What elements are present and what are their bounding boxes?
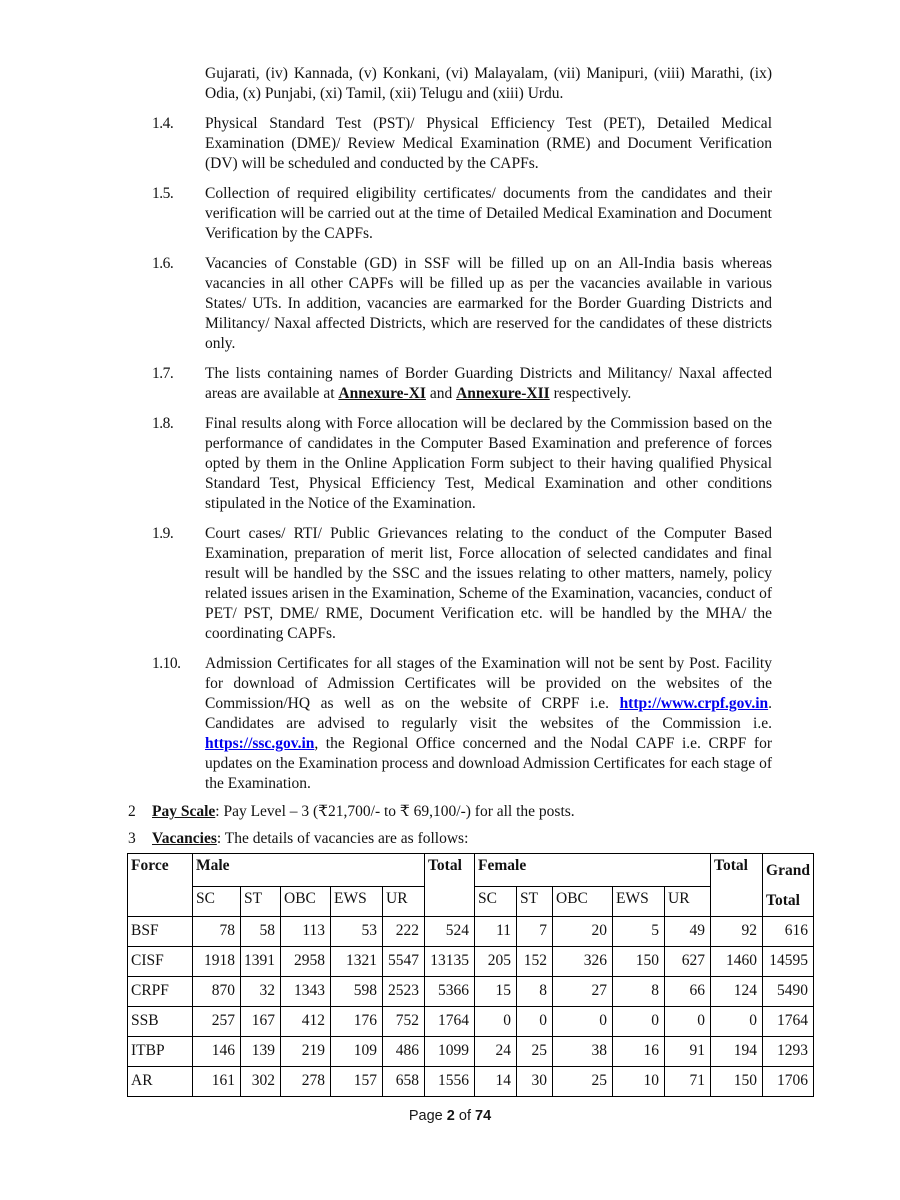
clause-1-4 <box>152 114 772 174</box>
vacancy-value-cell: 0 <box>665 1007 711 1037</box>
ssc-website-link[interactable]: https://ssc.gov.in <box>205 735 315 752</box>
clause-text: Vacancies of Constable (GD) in SSF will be filled up on an All-India basis whereas vacancies in all other CAPFs will be filled up as per the vacancies available in various States/ UTs. In addition, vacancies are earmarked for the Border Guarding Districts and Militancy/ Naxal affected Districts, which are reserved for the candidates of these districts only. <box>205 255 772 352</box>
vacancy-value-cell: 152 <box>517 947 553 977</box>
clause-number: 1.8. <box>152 415 174 432</box>
vacancy-value-cell: 598 <box>331 977 383 1007</box>
page-label: Page <box>408 1108 443 1124</box>
vacancy-value-cell: 13135 <box>425 947 475 977</box>
vacancies-detail: : The details of vacancies are as follows: <box>216 830 469 847</box>
clause-text-part: respectively. <box>549 385 632 402</box>
vacancy-value-cell: 752 <box>383 1007 425 1037</box>
annexure-xii-reference: Annexure-XII <box>456 385 550 402</box>
vacancy-value-cell: 1460 <box>711 947 763 977</box>
header-female-st: ST <box>517 886 553 916</box>
clause-1-10 <box>152 654 772 794</box>
clause-text <box>205 654 772 794</box>
vacancy-value-cell: 524 <box>425 917 475 947</box>
section-text <box>152 829 772 849</box>
vacancy-value-cell: 1099 <box>425 1037 475 1067</box>
force-name-cell: SSB <box>128 1007 193 1037</box>
clause-text: Collection of required eligibility certificates/ documents from the candidates and their verification will be carried out at the time of Detailed Medical Examination and Document Verification by the CAPFs. <box>205 185 772 242</box>
clause-number: 1.6. <box>152 255 174 272</box>
header-female-total: Total <box>711 854 763 917</box>
vacancy-value-cell: 92 <box>711 917 763 947</box>
total-pages: 74 <box>475 1108 492 1124</box>
vacancy-value-cell: 658 <box>383 1067 425 1097</box>
vacancy-value-cell: 8 <box>517 977 553 1007</box>
vacancy-value-cell: 1764 <box>763 1007 814 1037</box>
vacancy-value-cell: 1764 <box>425 1007 475 1037</box>
header-male-obc: OBC <box>281 886 331 916</box>
vacancy-value-cell: 58 <box>241 917 281 947</box>
clause-text-part: and <box>425 385 457 402</box>
vacancy-value-cell: 326 <box>553 947 613 977</box>
header-male: Male <box>193 854 425 887</box>
vacancy-value-cell: 150 <box>711 1067 763 1097</box>
vacancy-value-cell: 870 <box>193 977 241 1007</box>
table-header-row-groups <box>128 854 814 887</box>
section-number: 3 <box>128 830 136 847</box>
vacancy-value-cell: 38 <box>553 1037 613 1067</box>
intro-paragraph: Gujarati, (iv) Kannada, (v) Konkani, (vi) Malayalam, (vii) Manipuri, (viii) Marathi, (ix) Odia, (x) Punjabi, (xi) Tamil, (xii) Telugu and (xiii) Urdu. <box>205 65 772 102</box>
vacancy-value-cell: 91 <box>665 1037 711 1067</box>
vacancy-value-cell: 219 <box>281 1037 331 1067</box>
vacancies-heading: Vacancies <box>152 830 217 847</box>
vacancy-value-cell: 11 <box>475 917 517 947</box>
clause-number: 1.4. <box>152 115 174 132</box>
header-female-obc: OBC <box>553 886 613 916</box>
vacancy-value-cell: 71 <box>665 1067 711 1097</box>
vacancy-value-cell: 25 <box>517 1037 553 1067</box>
vacancy-value-cell: 222 <box>383 917 425 947</box>
clause-1-8 <box>152 414 772 514</box>
header-female: Female <box>475 854 711 887</box>
header-force: Force <box>128 854 193 917</box>
header-female-sc: SC <box>475 886 517 916</box>
vacancy-value-cell: 1391 <box>241 947 281 977</box>
table-row <box>128 1037 814 1067</box>
header-male-total: Total <box>425 854 475 917</box>
section-pay-scale <box>128 802 772 822</box>
vacancy-value-cell: 1918 <box>193 947 241 977</box>
vacancy-value-cell: 1321 <box>331 947 383 977</box>
vacancy-value-cell: 5 <box>613 917 665 947</box>
clause-text: Court cases/ RTI/ Public Grievances relating to the conduct of the Computer Based Examination, preparation of merit list, Force allocation of selected candidates and final result will be handled by the SSC and the issues relating to other matters, namely, policy related issues arisen in the Examination, Scheme of the Examination, vacancies, conduct of PET/ PST, DME/ RME, Document Verification etc. will be handled by the MHA/ the coordinating CAPFs. <box>205 525 772 642</box>
clause-number: 1.7. <box>152 365 174 382</box>
vacancy-value-cell: 157 <box>331 1067 383 1097</box>
vacancy-value-cell: 53 <box>331 917 383 947</box>
vacancy-value-cell: 5490 <box>763 977 814 1007</box>
vacancy-value-cell: 113 <box>281 917 331 947</box>
section-number: 2 <box>128 803 136 820</box>
of-label: of <box>458 1108 471 1124</box>
vacancy-value-cell: 32 <box>241 977 281 1007</box>
clause-text-part: Admission Certificates for all stages of the Examination will not be sent by Post. Facility for download of Admission Certificates will be provided on the websites of the Commission/HQ as well as on the website of CRPF i.e. <box>205 655 772 712</box>
vacancy-value-cell: 24 <box>475 1037 517 1067</box>
vacancy-value-cell: 8 <box>613 977 665 1007</box>
vacancy-value-cell: 0 <box>475 1007 517 1037</box>
vacancy-value-cell: 194 <box>711 1037 763 1067</box>
vacancy-value-cell: 486 <box>383 1037 425 1067</box>
clause-text: Final results along with Force allocation will be declared by the Commission based on the performance of candidates in the Computer Based Examination and preference of forces opted by them in the Online Application Form subject to their having qualified Physical Standard Test, Physical Efficiency Test, Medical Examination and other conditions stipulated in the Notice of the Examination. <box>205 415 772 512</box>
vacancy-value-cell: 167 <box>241 1007 281 1037</box>
table-row <box>128 1007 814 1037</box>
vacancy-value-cell: 412 <box>281 1007 331 1037</box>
clause-text <box>205 364 772 404</box>
table-row <box>128 1067 814 1097</box>
clause-number: 1.9. <box>152 525 174 542</box>
vacancy-value-cell: 205 <box>475 947 517 977</box>
vacancy-value-cell: 150 <box>613 947 665 977</box>
vacancy-value-cell: 14595 <box>763 947 814 977</box>
force-name-cell: BSF <box>128 917 193 947</box>
vacancy-value-cell: 0 <box>517 1007 553 1037</box>
annexure-xi-reference: Annexure-XI <box>338 385 426 402</box>
vacancy-value-cell: 1706 <box>763 1067 814 1097</box>
vacancy-value-cell: 0 <box>711 1007 763 1037</box>
vacancy-value-cell: 161 <box>193 1067 241 1097</box>
vacancy-value-cell: 2958 <box>281 947 331 977</box>
vacancy-value-cell: 109 <box>331 1037 383 1067</box>
clause-number: 1.5. <box>152 185 174 202</box>
vacancy-value-cell: 66 <box>665 977 711 1007</box>
force-name-cell: CISF <box>128 947 193 977</box>
clause-1-6 <box>152 254 772 354</box>
pay-scale-heading: Pay Scale <box>152 803 216 820</box>
vacancy-value-cell: 16 <box>613 1037 665 1067</box>
crpf-website-link[interactable]: http://www.crpf.gov.in <box>619 695 769 712</box>
vacancy-value-cell: 146 <box>193 1037 241 1067</box>
table-row <box>128 917 814 947</box>
vacancy-value-cell: 78 <box>193 917 241 947</box>
vacancy-value-cell: 278 <box>281 1067 331 1097</box>
vacancy-value-cell: 30 <box>517 1067 553 1097</box>
header-male-ur: UR <box>383 886 425 916</box>
clause-number: 1.10. <box>152 655 181 672</box>
force-name-cell: CRPF <box>128 977 193 1007</box>
vacancy-value-cell: 302 <box>241 1067 281 1097</box>
vacancy-value-cell: 139 <box>241 1037 281 1067</box>
clause-text-part: , the Regional Office concerned and the Nodal CAPF i.e. CRPF for updates on the Examination process and download Admission Certificates for each stage of the Examination. <box>205 735 772 792</box>
header-grand-total: Grand Total <box>763 854 814 917</box>
section-vacancies <box>128 829 772 849</box>
vacancy-value-cell: 20 <box>553 917 613 947</box>
vacancy-value-cell: 5547 <box>383 947 425 977</box>
vacancy-value-cell: 27 <box>553 977 613 1007</box>
vacancy-value-cell: 49 <box>665 917 711 947</box>
vacancy-value-cell: 124 <box>711 977 763 1007</box>
vacancy-value-cell: 0 <box>613 1007 665 1037</box>
vacancy-value-cell: 10 <box>613 1067 665 1097</box>
vacancy-value-cell: 616 <box>763 917 814 947</box>
clause-1-5 <box>152 184 772 244</box>
vacancy-value-cell: 176 <box>331 1007 383 1037</box>
vacancy-value-cell: 14 <box>475 1067 517 1097</box>
clause-1-9 <box>152 524 772 644</box>
header-female-ews: EWS <box>613 886 665 916</box>
vacancy-value-cell: 1556 <box>425 1067 475 1097</box>
pay-scale-detail: : Pay Level – 3 (₹21,700/- to ₹ 69,100/-) for all the posts. <box>215 803 575 820</box>
header-male-ews: EWS <box>331 886 383 916</box>
force-name-cell: AR <box>128 1067 193 1097</box>
vacancy-value-cell: 627 <box>665 947 711 977</box>
vacancy-value-cell: 15 <box>475 977 517 1007</box>
vacancy-table-head <box>128 854 814 917</box>
vacancy-value-cell: 7 <box>517 917 553 947</box>
vacancy-value-cell: 5366 <box>425 977 475 1007</box>
document-body <box>0 64 900 1097</box>
header-male-st: ST <box>241 886 281 916</box>
vacancy-value-cell: 257 <box>193 1007 241 1037</box>
clause-text-part: . Candidates are advised to regularly visit the websites of the Commission i.e. <box>205 695 772 732</box>
vacancy-value-cell: 1343 <box>281 977 331 1007</box>
header-female-ur: UR <box>665 886 711 916</box>
page-footer <box>0 1106 900 1126</box>
vacancy-table <box>127 853 814 1097</box>
clause-text-part: The lists containing names of Border Guarding Districts and Militancy/ Naxal affected areas are available at <box>205 365 772 402</box>
force-name-cell: ITBP <box>128 1037 193 1067</box>
page-number: 2 <box>446 1108 455 1124</box>
table-row <box>128 977 814 1007</box>
clause-1-7 <box>152 364 772 404</box>
header-male-sc: SC <box>193 886 241 916</box>
section-text <box>152 802 772 822</box>
vacancy-table-body <box>128 917 814 1097</box>
clause-text: Physical Standard Test (PST)/ Physical Efficiency Test (PET), Detailed Medical Examination (DME)/ Review Medical Examination (RME) and Document Verification (DV) will be scheduled and conducted by the CAPFs. <box>205 115 772 172</box>
table-row <box>128 947 814 977</box>
vacancy-value-cell: 1293 <box>763 1037 814 1067</box>
vacancy-value-cell: 25 <box>553 1067 613 1097</box>
vacancy-value-cell: 2523 <box>383 977 425 1007</box>
vacancy-value-cell: 0 <box>553 1007 613 1037</box>
